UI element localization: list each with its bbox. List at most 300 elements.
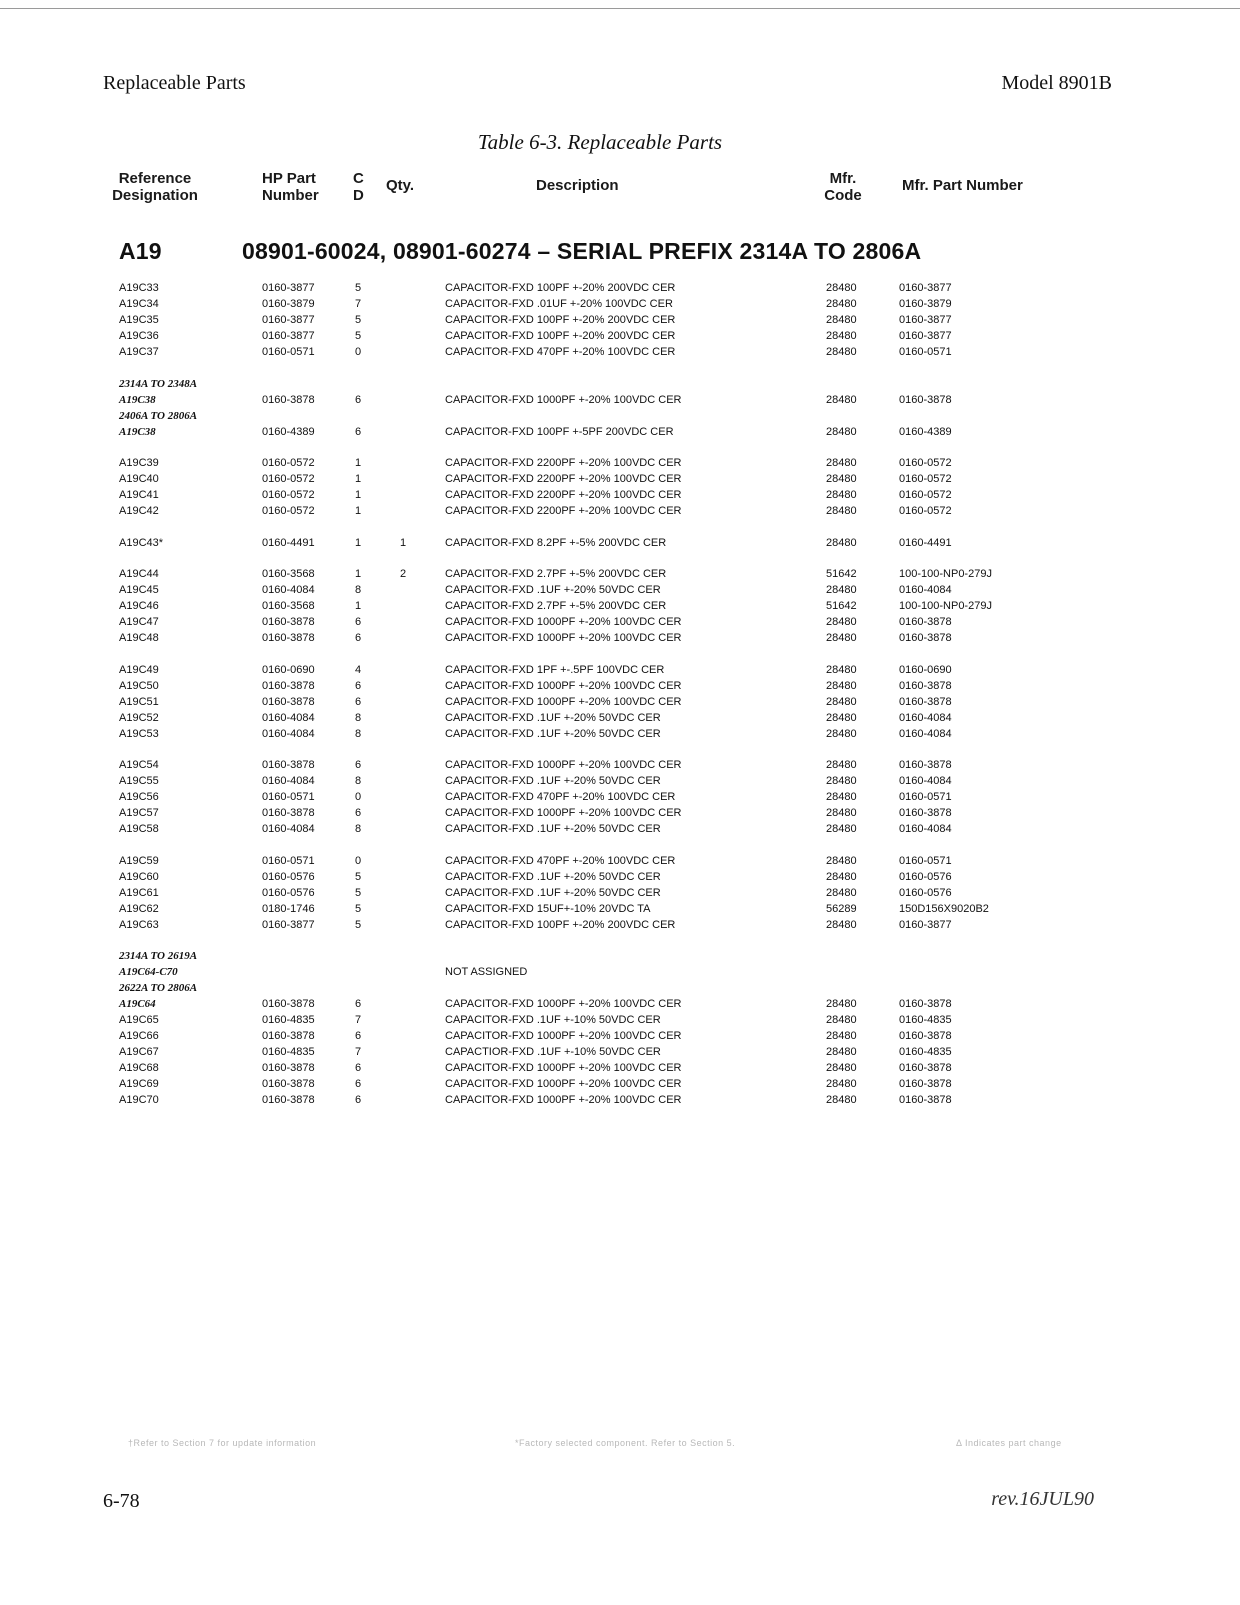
cell-hp-part-number: 0160-3877 [262, 330, 315, 342]
table-row [0, 424, 1240, 440]
cell-hp-part-number: 0160-0576 [262, 870, 315, 883]
cell-mfr-code: 28480 [826, 759, 857, 771]
cell-description: CAPACITOR-FXD 1000PF +-20% 100VDC CER [445, 616, 682, 628]
cell-cd: 6 [355, 998, 362, 1010]
cell-description: CAPACITOR-FXD .1UF +-20% 50VDC CER [445, 727, 661, 740]
table-title: Table 6-3. Replaceable Parts [477, 130, 723, 154]
cell-reference: A19C40 [119, 473, 159, 485]
cell-cd: 1 [355, 473, 362, 485]
cell-cd: 1 [355, 536, 362, 549]
cell-hp-part-number: 0160-0572 [262, 505, 315, 517]
cell-description: CAPACITOR-FXD 1000PF +-20% 100VDC CER [445, 1094, 682, 1106]
cell-mfr-code: 28480 [826, 1046, 857, 1058]
cell-mfr-code: 28480 [826, 1078, 857, 1090]
table-row [0, 598, 1240, 614]
cell-description: CAPACITOR-FXD 470PF +-20% 100VDC CER [445, 854, 676, 867]
table-row [0, 392, 1240, 408]
cell-mfr-part-number: 0160-0572 [899, 473, 952, 485]
cell-description: CAPACITOR-FXD 100PF +-20% 200VDC CER [445, 918, 676, 931]
cell-description: CAPACITOR-FXD 1000PF +-20% 100VDC CER [445, 679, 682, 692]
cell-mfr-code: 28480 [826, 505, 857, 517]
cell-mfr-code: 28480 [826, 870, 857, 883]
cell-mfr-part-number: 0160-3878 [899, 1062, 952, 1074]
cell-mfr-part-number: 0160-4084 [899, 711, 952, 724]
cell-reference: A19C69 [119, 1078, 159, 1090]
cell-reference: A19C63 [119, 918, 159, 931]
cell-reference: A19C51 [119, 695, 159, 708]
cell-mfr-code: 51642 [826, 600, 857, 612]
cell-hp-part-number: 0160-3878 [262, 1094, 315, 1106]
cell-reference: A19C56 [119, 791, 159, 803]
cell-cd: 5 [355, 282, 362, 294]
cell-mfr-code: 28480 [826, 823, 857, 835]
cell-reference: A19C37 [119, 346, 159, 358]
table-row [0, 566, 1240, 582]
cell-description: CAPACITOR-FXD 1PF +-.5PF 100VDC CER [445, 663, 665, 676]
cell-cd: 7 [355, 1046, 362, 1058]
section-designator: A19 [119, 238, 162, 264]
cell-hp-part-number: 0160-4084 [262, 584, 315, 596]
cell-qty: 2 [400, 568, 407, 580]
cell-description: CAPACTIOR-FXD .1UF +-10% 50VDC CER [445, 1046, 661, 1058]
cell-mfr-code: 28480 [826, 1094, 857, 1106]
cell-mfr-part-number: 0160-4835 [899, 1014, 952, 1026]
cell-cd: 6 [355, 393, 362, 406]
cell-mfr-part-number: 0160-3878 [899, 1030, 952, 1042]
cell-description: CAPACITOR-FXD .1UF +-20% 50VDC CER [445, 775, 661, 787]
cell-description: CAPACITOR-FXD .1UF +-20% 50VDC CER [445, 823, 661, 835]
col-header-mfr-part-number: Mfr. Part Number [902, 177, 1023, 194]
table-row [0, 455, 1240, 471]
cell-hp-part-number: 0160-3878 [262, 998, 315, 1010]
cell-description: CAPACITOR-FXD 100PF +-20% 200VDC CER [445, 314, 676, 326]
table-row [0, 1060, 1240, 1076]
cell-mfr-part-number: 100-100-NP0-279J [899, 600, 992, 612]
cell-mfr-code: 28480 [826, 298, 857, 310]
cell-mfr-code: 28480 [826, 854, 857, 867]
cell-mfr-part-number: 0160-0690 [899, 663, 952, 676]
table-row [0, 885, 1240, 901]
cell-cd: 6 [355, 1030, 362, 1042]
cell-hp-part-number: 0160-3877 [262, 314, 315, 326]
footnote-part-change: Δ Indicates part change [956, 1438, 1062, 1448]
cell-cd: 0 [355, 854, 362, 867]
table-row [0, 917, 1240, 933]
cell-cd: 0 [355, 791, 362, 803]
cell-cd: 1 [355, 600, 362, 612]
table-row [0, 821, 1240, 837]
cell-reference: A19C52 [119, 711, 159, 724]
table-row [0, 408, 1240, 424]
cell-reference: A19C68 [119, 1062, 159, 1074]
parts-table [0, 280, 1240, 1108]
cell-mfr-part-number: 0160-0572 [899, 505, 952, 517]
table-row [0, 964, 1240, 980]
cell-cd: 5 [355, 902, 362, 915]
cell-hp-part-number: 0160-3878 [262, 679, 315, 692]
table-row [0, 582, 1240, 598]
table-row [0, 535, 1240, 551]
cell-mfr-part-number: 0160-0571 [899, 791, 952, 803]
table-row [0, 757, 1240, 773]
cell-reference: A19C54 [119, 759, 159, 771]
cell-description: CAPACITOR-FXD 1000PF +-20% 100VDC CER [445, 807, 682, 819]
cell-cd: 6 [355, 632, 362, 644]
cell-cd: 6 [355, 616, 362, 628]
cell-mfr-part-number: 0160-3878 [899, 679, 952, 692]
cell-mfr-part-number: 0160-3878 [899, 616, 952, 628]
cell-reference: A19C41 [119, 489, 159, 501]
table-row [0, 1012, 1240, 1028]
cell-hp-part-number: 0160-4084 [262, 823, 315, 835]
cell-hp-part-number: 0160-3879 [262, 298, 315, 310]
cell-description: NOT ASSIGNED [445, 966, 528, 978]
cell-mfr-part-number: 0160-3877 [899, 330, 952, 342]
cell-mfr-code: 28480 [826, 282, 857, 294]
cell-hp-part-number: 0160-4084 [262, 727, 315, 740]
table-row [0, 901, 1240, 917]
cell-reference: A19C60 [119, 870, 159, 883]
cell-description: CAPACITOR-FXD 2200PF +-20% 100VDC CER [445, 457, 682, 469]
cell-mfr-code: 28480 [826, 663, 857, 676]
col-header-ref-line2: Designation [112, 187, 198, 204]
table-row [0, 662, 1240, 678]
cell-cd: 5 [355, 330, 362, 342]
cell-description: CAPACITOR-FXD 1000PF +-20% 100VDC CER [445, 759, 682, 771]
cell-cd: 6 [355, 1078, 362, 1090]
cell-hp-part-number: 0160-4835 [262, 1014, 315, 1026]
cell-reference: A19C48 [119, 632, 159, 644]
cell-reference: A19C65 [119, 1014, 159, 1026]
cell-hp-part-number: 0160-4491 [262, 536, 315, 549]
table-row [0, 678, 1240, 694]
table-row [0, 312, 1240, 328]
cell-mfr-part-number: 0160-3877 [899, 918, 952, 931]
cell-description: CAPACITOR-FXD 470PF +-20% 100VDC CER [445, 791, 676, 803]
table-row [0, 344, 1240, 360]
table-row [0, 296, 1240, 312]
cell-reference: A19C47 [119, 616, 159, 628]
cell-description: CAPACITOR-FXD 1000PF +-20% 100VDC CER [445, 1030, 682, 1042]
table-row [0, 1028, 1240, 1044]
page-number: 6-78 [103, 1490, 140, 1512]
col-header-hp-part-number [262, 170, 319, 204]
cell-mfr-part-number: 0160-0572 [899, 457, 952, 469]
cell-mfr-code: 28480 [826, 314, 857, 326]
cell-reference: 2314A TO 2348A [119, 377, 198, 390]
cell-reference: A19C50 [119, 679, 159, 692]
col-header-reference-designation [110, 170, 200, 204]
footnote-update-info: †Refer to Section 7 for update information [128, 1438, 317, 1448]
table-row [0, 503, 1240, 519]
cell-hp-part-number: 0160-0690 [262, 663, 315, 676]
cell-hp-part-number: 0160-3878 [262, 616, 315, 628]
cell-description: CAPACITOR-FXD .01UF +-20% 100VDC CER [445, 298, 673, 310]
cell-cd: 0 [355, 346, 362, 358]
cell-reference: A19C35 [119, 314, 159, 326]
cell-mfr-part-number: 100-100-NP0-279J [899, 568, 992, 580]
cell-reference: A19C58 [119, 823, 159, 835]
table-row [0, 487, 1240, 503]
cell-hp-part-number: 0160-4389 [262, 425, 315, 438]
cell-mfr-code: 28480 [826, 473, 857, 485]
cell-description: CAPACITOR-FXD 1000PF +-20% 100VDC CER [445, 998, 682, 1010]
cell-reference: A19C53 [119, 727, 159, 740]
cell-mfr-part-number: 150D156X9020B2 [899, 902, 989, 915]
cell-reference: A19C33 [119, 282, 159, 294]
footnote-factory-selected: *Factory selected component. Refer to Section 5. [515, 1438, 736, 1448]
cell-cd: 8 [355, 775, 362, 787]
cell-hp-part-number: 0160-3878 [262, 632, 315, 644]
cell-mfr-code: 28480 [826, 727, 857, 740]
cell-mfr-code: 28480 [826, 791, 857, 803]
running-header-left: Replaceable Parts [103, 72, 246, 94]
cell-hp-part-number: 0160-3878 [262, 1030, 315, 1042]
col-header-description: Description [536, 177, 619, 194]
table-row [0, 1092, 1240, 1108]
cell-description: CAPACITOR-FXD .1UF +-20% 50VDC CER [445, 584, 661, 596]
cell-reference: A19C36 [119, 330, 159, 342]
section-title: 08901-60024, 08901-60274 – SERIAL PREFIX 2314A TO 2806A [242, 238, 922, 264]
cell-hp-part-number: 0160-4084 [262, 711, 315, 724]
table-row [0, 694, 1240, 710]
cell-cd: 4 [355, 663, 362, 676]
cell-reference: A19C70 [119, 1094, 159, 1106]
col-header-mfr-line2: Code [824, 187, 862, 204]
cell-description: CAPACITOR-FXD 1000PF +-20% 100VDC CER [445, 1078, 682, 1090]
cell-qty: 1 [400, 536, 407, 549]
cell-mfr-part-number: 0160-3878 [899, 1078, 952, 1090]
cell-mfr-part-number: 0160-3878 [899, 759, 952, 771]
cell-description: CAPACITOR-FXD 100PF +-5PF 200VDC CER [445, 425, 674, 438]
cell-description: CAPACITOR-FXD 15UF+-10% 20VDC TA [445, 902, 651, 915]
cell-description: CAPACITOR-FXD 2200PF +-20% 100VDC CER [445, 473, 682, 485]
cell-mfr-part-number: 0160-0576 [899, 870, 952, 883]
cell-description: CAPACITOR-FXD 2200PF +-20% 100VDC CER [445, 489, 682, 501]
cell-mfr-part-number: 0160-4389 [899, 425, 952, 438]
cell-reference: A19C64 [119, 998, 156, 1010]
cell-hp-part-number: 0160-0576 [262, 886, 315, 899]
cell-mfr-part-number: 0160-4835 [899, 1046, 952, 1058]
cell-mfr-code: 28480 [826, 695, 857, 708]
table-row [0, 328, 1240, 344]
cell-hp-part-number: 0160-4084 [262, 775, 315, 787]
cell-mfr-code: 28480 [826, 425, 857, 438]
table-row [0, 805, 1240, 821]
cell-mfr-code: 28480 [826, 536, 857, 549]
cell-mfr-code: 28480 [826, 346, 857, 358]
cell-description: CAPACITOR-FXD 1000PF +-20% 100VDC CER [445, 393, 682, 406]
cell-mfr-code: 28480 [826, 998, 857, 1010]
cell-cd: 8 [355, 711, 362, 724]
cell-hp-part-number: 0160-0572 [262, 489, 315, 501]
cell-hp-part-number: 0160-3878 [262, 393, 315, 406]
table-row [0, 614, 1240, 630]
cell-reference: A19C38 [119, 425, 156, 438]
cell-mfr-code: 28480 [826, 886, 857, 899]
cell-description: CAPACITOR-FXD 100PF +-20% 200VDC CER [445, 330, 676, 342]
table-row [0, 630, 1240, 646]
cell-reference: A19C62 [119, 902, 159, 915]
cell-cd: 6 [355, 807, 362, 819]
cell-mfr-part-number: 0160-3879 [899, 298, 952, 310]
col-header-mfr-line1: Mfr. [829, 170, 857, 187]
cell-cd: 6 [355, 759, 362, 771]
cell-hp-part-number: 0160-0571 [262, 854, 315, 867]
cell-cd: 1 [355, 568, 362, 580]
cell-description: CAPACITOR-FXD 1000PF +-20% 100VDC CER [445, 632, 682, 644]
cell-reference: A19C43* [119, 536, 164, 549]
cell-reference: A19C55 [119, 775, 159, 787]
cell-reference: A19C42 [119, 505, 159, 517]
cell-reference: 2314A TO 2619A [119, 950, 198, 962]
table-row [0, 710, 1240, 726]
cell-mfr-code: 56289 [826, 902, 857, 915]
cell-cd: 6 [355, 425, 362, 438]
table-row [0, 1044, 1240, 1060]
cell-cd: 1 [355, 457, 362, 469]
table-row [0, 996, 1240, 1012]
cell-cd: 8 [355, 727, 362, 740]
cell-mfr-code: 28480 [826, 584, 857, 596]
col-header-hp-line1: HP Part [262, 170, 316, 187]
cell-reference: A19C57 [119, 807, 159, 819]
cell-description: CAPACITOR-FXD 1000PF +-20% 100VDC CER [445, 695, 682, 708]
cell-cd: 7 [355, 1014, 362, 1026]
revision-date: rev.16JUL90 [991, 1488, 1094, 1510]
running-header-right: Model 8901B [1001, 72, 1112, 94]
cell-cd: 1 [355, 505, 362, 517]
cell-cd: 5 [355, 918, 362, 931]
cell-mfr-code: 28480 [826, 775, 857, 787]
cell-hp-part-number: 0160-0572 [262, 457, 315, 469]
cell-reference: A19C39 [119, 457, 159, 469]
cell-mfr-part-number: 0160-3878 [899, 998, 952, 1010]
cell-cd: 6 [355, 679, 362, 692]
cell-hp-part-number: 0160-3877 [262, 282, 315, 294]
cell-mfr-part-number: 0160-3878 [899, 393, 952, 406]
cell-mfr-part-number: 0160-3878 [899, 695, 952, 708]
cell-mfr-code: 28480 [826, 711, 857, 724]
cell-hp-part-number: 0160-0572 [262, 473, 315, 485]
cell-hp-part-number: 0160-3568 [262, 600, 315, 612]
cell-reference: A19C66 [119, 1030, 159, 1042]
table-row [0, 376, 1240, 392]
cell-mfr-code: 28480 [826, 330, 857, 342]
cell-hp-part-number: 0160-3877 [262, 918, 315, 931]
cell-reference: A19C38 [119, 393, 156, 406]
cell-mfr-part-number: 0160-0576 [899, 886, 952, 899]
cell-reference: A19C44 [119, 568, 159, 580]
col-header-cd [353, 170, 364, 204]
cell-hp-part-number: 0160-4835 [262, 1046, 315, 1058]
cell-description: CAPACITOR-FXD 1000PF +-20% 100VDC CER [445, 1062, 682, 1074]
cell-mfr-part-number: 0160-0571 [899, 346, 952, 358]
table-row [0, 853, 1240, 869]
cell-cd: 6 [355, 1062, 362, 1074]
cell-reference: A19C49 [119, 663, 159, 676]
top-rule [0, 8, 1240, 9]
cell-description: CAPACITOR-FXD .1UF +-20% 50VDC CER [445, 870, 661, 883]
table-row [0, 869, 1240, 885]
cell-mfr-part-number: 0160-4084 [899, 823, 952, 835]
table-row [0, 471, 1240, 487]
cell-mfr-part-number: 0160-3878 [899, 632, 952, 644]
cell-mfr-code: 28480 [826, 457, 857, 469]
cell-cd: 5 [355, 886, 362, 899]
cell-description: CAPACITOR-FXD .1UF +-20% 50VDC CER [445, 886, 661, 899]
cell-mfr-code: 28480 [826, 1030, 857, 1042]
cell-description: CAPACITOR-FXD 2200PF +-20% 100VDC CER [445, 505, 682, 517]
cell-reference: A19C61 [119, 886, 159, 899]
col-header-hp-line2: Number [262, 187, 319, 204]
cell-mfr-part-number: 0160-0572 [899, 489, 952, 501]
cell-reference: A19C64-C70 [119, 966, 178, 978]
cell-cd: 7 [355, 298, 362, 310]
cell-mfr-code: 28480 [826, 1062, 857, 1074]
table-row [0, 789, 1240, 805]
col-header-mfr-code [818, 170, 868, 204]
cell-mfr-part-number: 0160-4084 [899, 775, 952, 787]
cell-mfr-part-number: 0160-3878 [899, 1094, 952, 1106]
cell-hp-part-number: 0160-3878 [262, 1078, 315, 1090]
cell-reference: A19C34 [119, 298, 159, 310]
cell-description: CAPACITOR-FXD 8.2PF +-5% 200VDC CER [445, 536, 667, 549]
cell-cd: 6 [355, 1094, 362, 1106]
table-row [0, 773, 1240, 789]
table-row [0, 980, 1240, 996]
col-header-cd-line1: C [353, 170, 364, 187]
cell-cd: 8 [355, 823, 362, 835]
cell-cd: 1 [355, 489, 362, 501]
table-row [0, 1076, 1240, 1092]
cell-mfr-part-number: 0160-3878 [899, 807, 952, 819]
cell-hp-part-number: 0160-3878 [262, 1062, 315, 1074]
cell-hp-part-number: 0160-3878 [262, 759, 315, 771]
cell-hp-part-number: 0160-3878 [262, 695, 315, 708]
cell-mfr-part-number: 0160-3877 [899, 282, 952, 294]
cell-mfr-code: 28480 [826, 489, 857, 501]
cell-reference: 2406A TO 2806A [119, 409, 198, 422]
cell-description: CAPACITOR-FXD .1UF +-20% 50VDC CER [445, 711, 661, 724]
cell-mfr-code: 28480 [826, 616, 857, 628]
cell-reference: A19C45 [119, 584, 159, 596]
table-row [0, 280, 1240, 296]
cell-mfr-part-number: 0160-0571 [899, 854, 952, 867]
cell-description: CAPACITOR-FXD 2.7PF +-5% 200VDC CER [445, 568, 667, 580]
cell-mfr-part-number: 0160-4084 [899, 584, 952, 596]
col-header-qty: Qty. [386, 177, 415, 194]
table-row [0, 726, 1240, 742]
cell-cd: 5 [355, 314, 362, 326]
cell-mfr-code: 28480 [826, 1014, 857, 1026]
cell-mfr-code: 28480 [826, 807, 857, 819]
cell-cd: 6 [355, 695, 362, 708]
cell-hp-part-number: 0180-1746 [262, 902, 315, 915]
cell-reference: 2622A TO 2806A [119, 982, 198, 994]
table-row [0, 948, 1240, 964]
cell-mfr-code: 28480 [826, 393, 857, 406]
cell-hp-part-number: 0160-0571 [262, 791, 315, 803]
cell-mfr-part-number: 0160-4084 [899, 727, 952, 740]
cell-hp-part-number: 0160-0571 [262, 346, 315, 358]
cell-reference: A19C46 [119, 600, 159, 612]
cell-mfr-code: 28480 [826, 632, 857, 644]
col-header-ref-line1: Reference [118, 170, 192, 187]
cell-mfr-part-number: 0160-3877 [899, 314, 952, 326]
cell-mfr-part-number: 0160-4491 [899, 536, 952, 549]
cell-cd: 5 [355, 870, 362, 883]
